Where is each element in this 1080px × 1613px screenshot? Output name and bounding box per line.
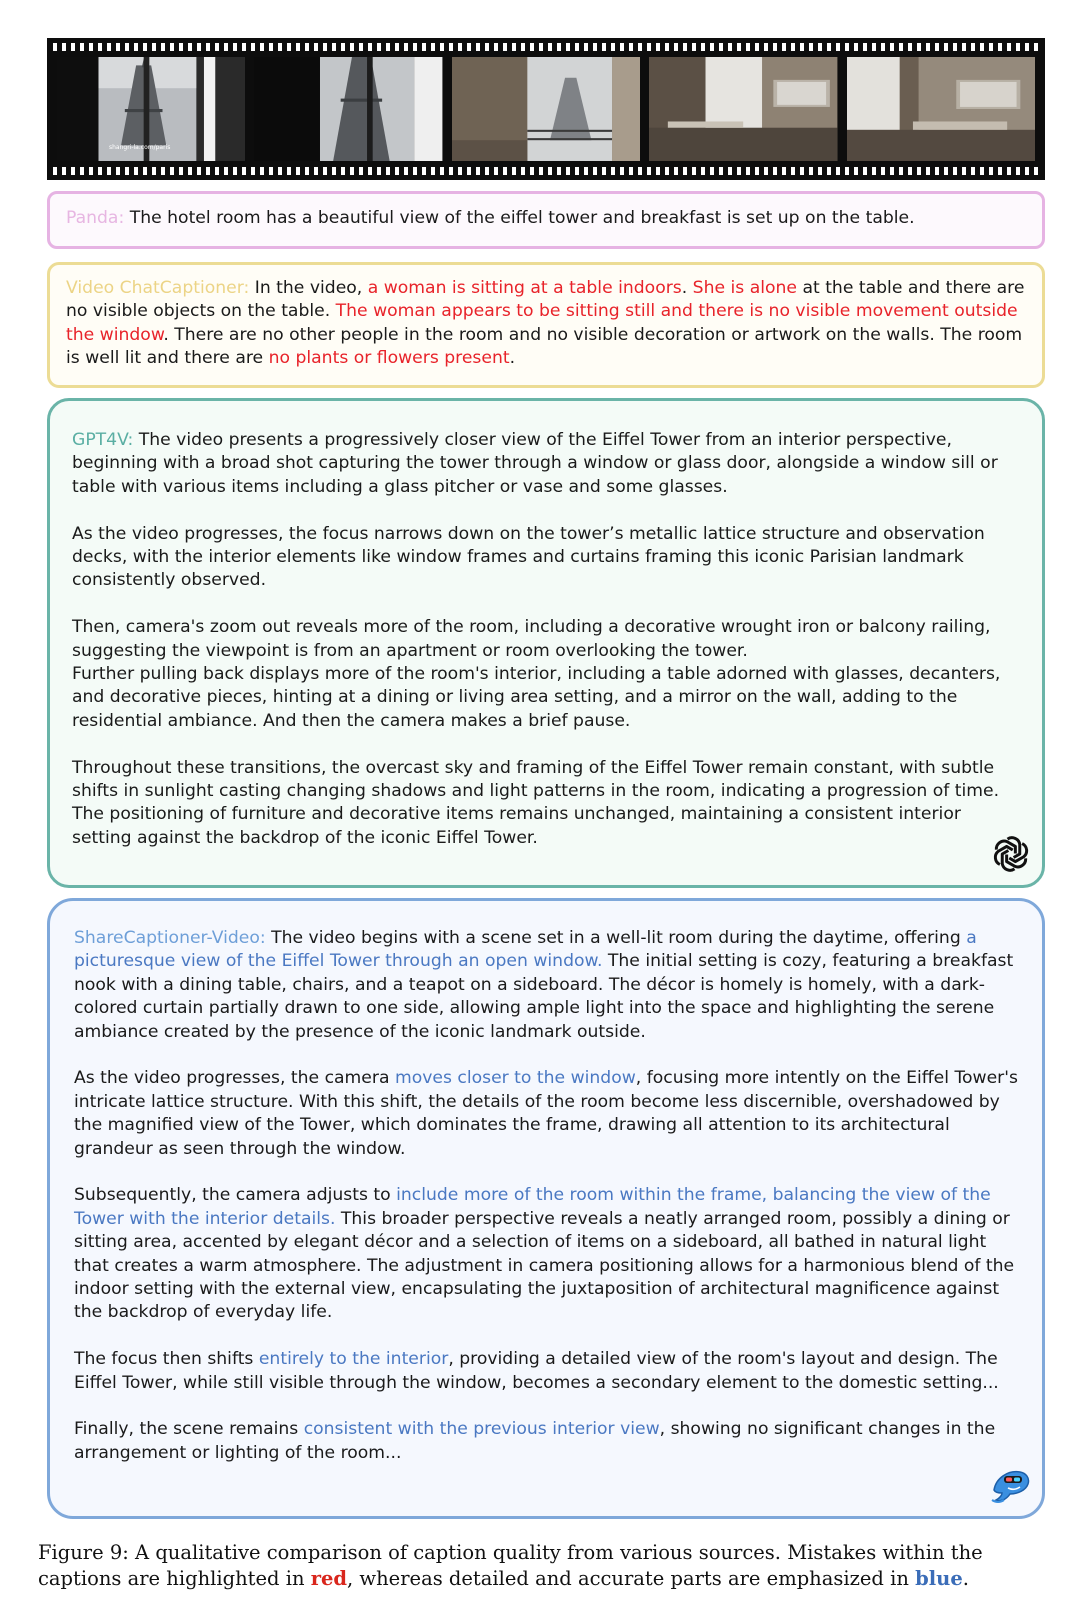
gpt-text-3b: Further pulling back displays more of the room's interior, including a table adorned with glasses, decanters, and decorative pieces, hinting at a dining or living area setting, and a mirror on the wall, adding to the residential ambiance. And then the camera makes a brief pause. bbox=[72, 664, 1001, 731]
share-text-2b: , focusing more intently on the Eiffel Tower's intricate lattice structure. With this shift, the details of the room become less discernible, overshadowed by the magnified view of the Tower, which dominates the frame, drawing all attention to its architectural grandeur as seen through the window. bbox=[74, 1068, 1018, 1159]
chat-text-3: at the table and there are no visible objects on the table. bbox=[66, 278, 1025, 322]
panda-caption-text: The hotel room has a beautiful view of the eiffel tower and breakfast is set up on the table. bbox=[129, 208, 915, 228]
share-paragraph-3 bbox=[74, 1184, 1024, 1324]
share-accurate-5: consistent with the previous interior view bbox=[303, 1419, 660, 1440]
chatcaptioner-caption bbox=[66, 277, 1026, 371]
sharecaptioner-speaker-label: ShareCaptioner-Video: bbox=[74, 928, 266, 948]
video-frame-2 bbox=[254, 57, 442, 161]
figure-caption-red-word: red bbox=[310, 1567, 348, 1590]
gpt-paragraph-4: Throughout these transitions, the overcast sky and framing of the Eiffel Tower remain constant, with subtle shifts in sunlight casting changing shadows and light patterns in the room, indicating a progression of time. The positioning of furniture and decorative items remains unchanged, maintaining a consistent interior setting against the backdrop of the iconic Eiffel Tower. bbox=[72, 757, 1000, 848]
share-text-5b: , showing no significant changes in the arrangement or lighting of the room... bbox=[74, 1419, 996, 1463]
share-accurate-4: entirely to the interior bbox=[258, 1349, 449, 1370]
chat-error-2: She is alone bbox=[692, 278, 797, 298]
share-accurate-1: a picturesque view of the Eiffel Tower through an open window. bbox=[74, 928, 977, 972]
gpt4v-caption-box bbox=[47, 398, 1045, 888]
chatcaptioner-caption-box bbox=[47, 262, 1045, 388]
chat-text-1: In the video, bbox=[254, 278, 368, 298]
share-text-2a: As the video progresses, the camera bbox=[74, 1068, 395, 1089]
share-paragraph-1 bbox=[74, 927, 1024, 1044]
panda-caption-box bbox=[47, 191, 1045, 249]
video-frame-4 bbox=[649, 57, 837, 161]
gpt-text-1: The video presents a progressively closer view of the Eiffel Tower from an interior perspective, beginning with a broad shot capturing the tower through a window or glass door, alongside a window sill or table with various items including a glass pitcher or vase and some glasses. bbox=[72, 430, 998, 497]
dolphin-mascot-icon bbox=[986, 1460, 1034, 1508]
share-text-1a: The video begins with a scene set in a well-lit room during the daytime, offering bbox=[271, 928, 967, 948]
figure-caption-text-b: , whereas detailed and accurate parts are emphasized in bbox=[347, 1567, 916, 1590]
share-text-4a: The focus then shifts bbox=[74, 1349, 259, 1370]
share-text-1b: The initial setting is cozy, featuring a breakfast nook with a dining table, chairs, and a teapot on a sideboard. The décor is homely is homely, with a dark-colored curtain partially drawn to one side, allowing ample light into the space and highlighting the serene ambiance created by the presence of the iconic landmark outside. bbox=[74, 951, 1014, 1042]
video-frame-3 bbox=[452, 57, 640, 161]
video-frame-1 bbox=[57, 57, 245, 161]
gpt-paragraph-3 bbox=[72, 616, 1022, 733]
figure-caption-text-a: Figure 9: A qualitative comparison of caption quality from various sources. Mistakes within the captions are highlighted in bbox=[38, 1541, 983, 1590]
share-accurate-3: include more of the room within the frame, balancing the view of the Tower with the interior details. bbox=[74, 1185, 991, 1229]
video-frame-5 bbox=[847, 57, 1035, 161]
figure-caption-text-c: . bbox=[962, 1567, 969, 1590]
gpt-text-3a: Then, camera's zoom out reveals more of the room, including a decorative wrought iron or balcony railing, suggesting the viewpoint is from an apartment or room overlooking the tower. bbox=[72, 617, 991, 661]
chat-text-2: . bbox=[681, 278, 693, 298]
film-perforations-bottom bbox=[53, 167, 1039, 175]
chat-error-3: The woman appears to be sitting still and there is no visible movement outside the window bbox=[66, 301, 1018, 345]
openai-logo-icon bbox=[990, 833, 1032, 875]
panda-speaker-label: Panda: bbox=[66, 208, 125, 228]
share-text-3a: Subsequently, the camera adjusts to bbox=[74, 1185, 397, 1206]
share-paragraph-4 bbox=[74, 1348, 1024, 1395]
gpt4v-speaker-label: GPT4V: bbox=[72, 430, 134, 450]
chatcaptioner-speaker-label: Video ChatCaptioner: bbox=[66, 278, 250, 298]
gpt-paragraph-1 bbox=[72, 429, 1022, 499]
figure-caption-blue-word: blue bbox=[915, 1567, 963, 1590]
frame-watermark: shangri-la.com/paris bbox=[109, 144, 171, 151]
share-text-4b: , providing a detailed view of the room's layout and design. The Eiffel Tower, while still visible through the window, becomes a secondary element to the domestic setting... bbox=[74, 1349, 999, 1393]
film-perforations-top bbox=[53, 43, 1039, 51]
video-frames bbox=[57, 57, 1035, 161]
share-accurate-2: moves closer to the window bbox=[394, 1068, 636, 1089]
share-paragraph-5 bbox=[74, 1418, 1024, 1465]
video-filmstrip bbox=[47, 38, 1045, 180]
chat-text-5: . bbox=[509, 348, 516, 369]
chat-text-4: . There are no other people in the room and no visible decoration or artwork on the walls. The room is well lit and there are bbox=[66, 324, 1023, 369]
figure-caption bbox=[38, 1540, 1058, 1592]
panda-caption bbox=[66, 207, 1026, 230]
share-text-3b: This broader perspective reveals a neatly arranged room, possibly a dining or sitting area, accented by elegant décor and a selection of items on a sideboard, all bathed in natural light that creates a warm atmosphere. The adjustment in camera positioning allows for a harmonious blend of the indoor setting with the external view, encapsulating the juxtaposition of architectural magnificence against the backdrop of everyday life. bbox=[74, 1208, 1015, 1323]
sharecaptioner-caption-box bbox=[47, 898, 1045, 1519]
share-paragraph-2 bbox=[74, 1067, 1024, 1161]
chat-error-1: a woman is sitting at a table indoors bbox=[367, 278, 682, 298]
share-text-5a: Finally, the scene remains bbox=[74, 1419, 304, 1440]
gpt-paragraph-2: As the video progresses, the focus narrows down on the tower’s metallic lattice structure and observation decks, with the interior elements like window frames and curtains framing this iconic Parisian landmark consistently observed. bbox=[72, 523, 985, 591]
chat-error-4: no plants or flowers present bbox=[268, 348, 510, 369]
